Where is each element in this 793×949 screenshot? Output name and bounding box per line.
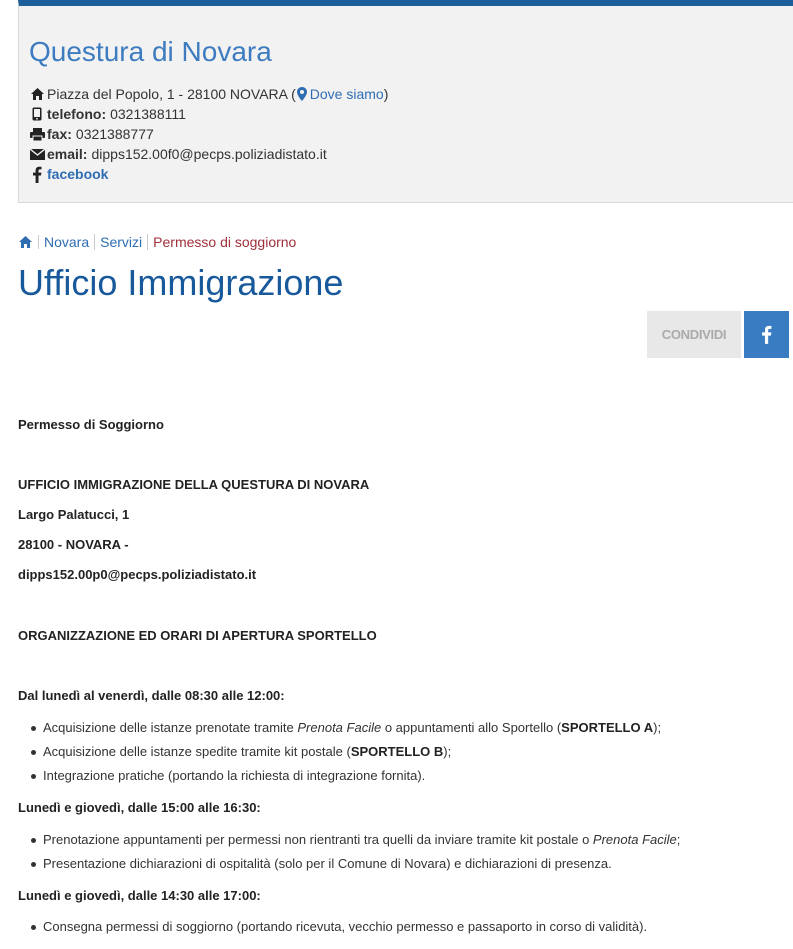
list-item: Acquisizione delle istanze spedite tramite kit postale (SPORTELLO B); — [18, 743, 661, 767]
home-icon — [29, 86, 45, 102]
map-marker-icon[interactable] — [296, 86, 308, 102]
office-title: Questura di Novara — [29, 36, 272, 67]
block2-list — [18, 831, 680, 879]
org-title: ORGANIZZAZIONE ED ORARI DI APERTURA SPORTELLO — [18, 628, 377, 643]
office-city: 28100 - NOVARA - — [18, 537, 129, 552]
address-text: Piazza del Popolo, 1 - 28100 NOVARA ( — [47, 86, 296, 102]
fax-number: 0321388777 — [75, 126, 154, 142]
list-item: Prenotazione appuntamenti per permessi non rientranti tra quelli da inviare tramite kit postale o Prenota Facile; — [18, 831, 680, 855]
list-item: Integrazione pratiche (portando la richiesta di integrazione fornita). — [18, 767, 661, 791]
list-item: Acquisizione delle istanze prenotate tramite Prenota Facile o appuntamenti allo Sportello (SPORTELLO A); — [18, 719, 661, 743]
email-address: dipps152.00f0@pecps.poliziadistato.it — [91, 146, 327, 162]
fax-label: fax: — [47, 126, 72, 142]
list-item: Consegna permessi di soggiorno (portando ricevuta, vecchio permesso e passaporto in corso di validità). — [18, 918, 647, 942]
breadcrumb — [18, 234, 301, 250]
breadcrumb-current: Permesso di soggiorno — [153, 234, 297, 250]
email-label: email: — [47, 146, 88, 162]
breadcrumb-servizi[interactable]: Servizi — [95, 234, 148, 250]
facebook-icon — [29, 166, 45, 182]
facebook-line[interactable] — [29, 166, 108, 182]
section-title: Permesso di Soggiorno — [18, 417, 164, 432]
dove-siamo-link[interactable]: Dove siamo — [309, 86, 384, 102]
facebook-link[interactable]: facebook — [47, 166, 109, 182]
breadcrumb-novara[interactable]: Novara — [39, 234, 95, 250]
share-button[interactable]: CONDIVIDI — [647, 311, 741, 358]
phone-icon — [29, 106, 45, 122]
office-name: UFFICIO IMMIGRAZIONE DELLA QUESTURA DI NOVARA — [18, 477, 370, 492]
facebook-share-button[interactable] — [744, 311, 789, 358]
home-icon[interactable] — [18, 235, 39, 249]
address-line — [29, 86, 388, 102]
email-line — [29, 146, 327, 162]
page-title: Ufficio Immigrazione — [18, 262, 344, 303]
block3-list — [18, 918, 647, 942]
printer-icon — [29, 126, 45, 142]
phone-line — [29, 106, 186, 122]
phone-number: 0321388111 — [110, 106, 186, 122]
fax-line — [29, 126, 154, 142]
contact-header — [18, 0, 793, 203]
envelope-icon — [29, 146, 45, 162]
address-close: ) — [383, 86, 389, 102]
block1-list — [18, 719, 661, 791]
list-item: Presentazione dichiarazioni di ospitalità (solo per il Comune di Novara) e dichiarazioni di presenza. — [18, 855, 680, 879]
facebook-icon — [761, 325, 772, 344]
block2-heading: Lunedì e giovedì, dalle 15:00 alle 16:30: — [18, 800, 261, 815]
phone-label: telefono: — [47, 106, 107, 122]
block1-heading: Dal lunedì al venerdì, dalle 08:30 alle 12:00: — [18, 688, 285, 703]
block3-heading: Lunedì e giovedì, dalle 14:30 alle 17:00: — [18, 888, 261, 903]
office-email: dipps152.00p0@pecps.poliziadistato.it — [18, 567, 257, 582]
office-street: Largo Palatucci, 1 — [18, 507, 130, 522]
